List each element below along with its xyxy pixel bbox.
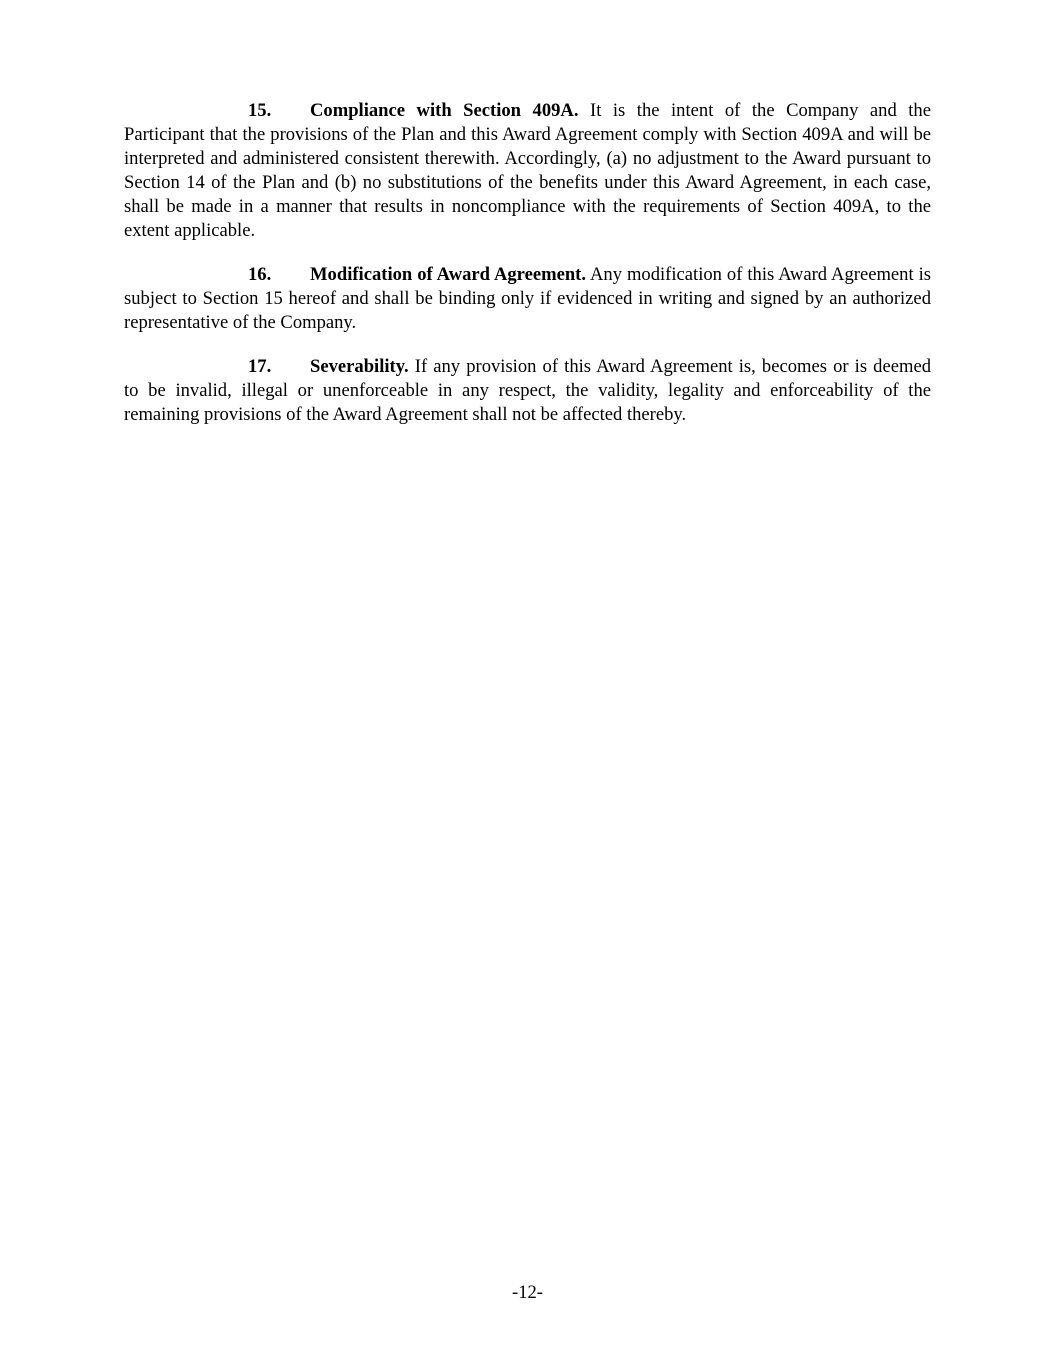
- document-body: [124, 99, 931, 447]
- section-text: If any provision of this Award Agreement is, becomes or is deemed to be invalid, illegal or unenforceable in any respect, the validity, legality and enforceability of the remaining provisions of the Award Agreement shall not be affected thereby.: [124, 356, 931, 425]
- section-text: It is the intent of the Company and the Participant that the provisions of the Plan and this Award Agreement comply with Section 409A and will be interpreted and administered consistent therewith. Accordingly, (a) no adjustment to the Award pursuant to Section 14 of the Plan and (b) no substitutions of the benefits under this Award Agreement, in each case, shall be made in a manner that results in noncompliance with the requirements of Section 409A, to the extent applicable.: [124, 100, 931, 241]
- section-15: [124, 99, 931, 243]
- section-number: 17.: [248, 356, 272, 377]
- section-title: Compliance with Section 409A.: [310, 100, 579, 121]
- section-number: 16.: [248, 264, 272, 285]
- section-number: 15.: [248, 100, 272, 121]
- section-16: [124, 263, 931, 335]
- section-17: [124, 355, 931, 427]
- page-number: -12-: [512, 1282, 543, 1303]
- section-text: Any modification of this Award Agreement is subject to Section 15 hereof and shall be binding only if evidenced in writing and signed by an authorized representative of the Company.: [124, 264, 931, 333]
- section-title: Severability.: [310, 356, 409, 377]
- section-title: Modification of Award Agreement.: [310, 264, 587, 285]
